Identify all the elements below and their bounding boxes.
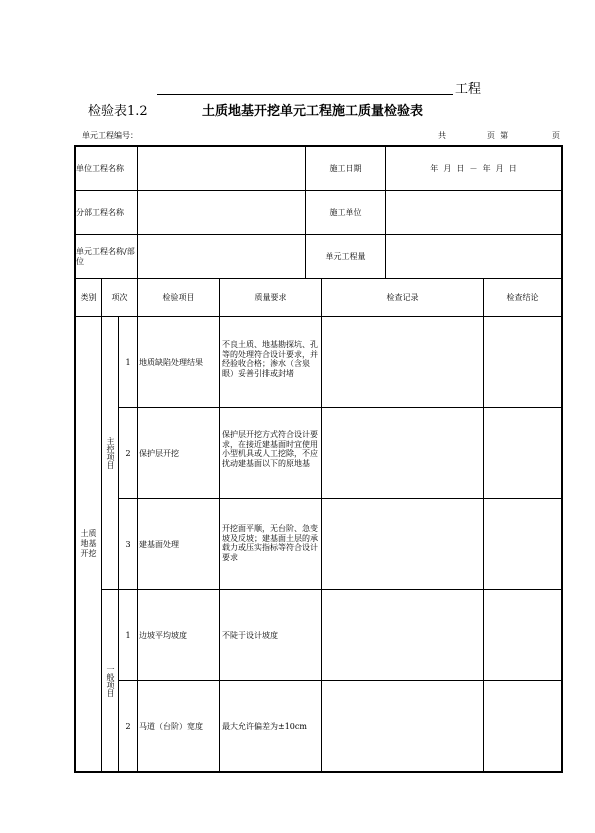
- group-main: [102, 317, 118, 589]
- row-record-field[interactable]: [322, 681, 483, 771]
- row-item: 地质缺陷处理结果: [139, 357, 203, 367]
- construction-date-label: 施工日期: [329, 163, 362, 173]
- divider: [137, 279, 138, 771]
- table-right-border: [561, 145, 563, 773]
- category-label: [76, 317, 101, 771]
- construction-unit-field[interactable]: [386, 191, 561, 234]
- page-total-label: 共: [438, 131, 446, 140]
- unit-project-name-field[interactable]: [138, 146, 305, 190]
- category-text: 土质地基开挖: [80, 529, 97, 558]
- element-project-name-label: 单元工程名称/部位: [76, 246, 135, 266]
- row-conclusion-field[interactable]: [484, 499, 561, 589]
- project-name-underline: [157, 94, 453, 95]
- construction-date-value[interactable]: 年 月 日 － 年 月 日: [430, 163, 517, 173]
- header-category: 类别: [80, 293, 97, 302]
- element-quantity-field[interactable]: [386, 235, 561, 278]
- unit-project-name-label: 单位工程名称: [76, 163, 124, 173]
- row-item: 边坡平均坡度: [139, 630, 187, 640]
- row-conclusion-field[interactable]: [484, 590, 561, 680]
- row-requirement: 不良土质、地基勘探坑、孔等的处理符合设计要求，并经验收合格；渗水（含泉眼）妥善引排或封堵: [222, 340, 318, 378]
- row-no: 2: [125, 448, 131, 458]
- header-inspection-item: 检验项目: [162, 293, 195, 302]
- form-title: 土质地基开挖单元工程施工质量检验表: [202, 104, 424, 119]
- page-label: 页 第: [487, 131, 509, 140]
- page-end-label: 页: [552, 131, 560, 140]
- row-no: 1: [125, 357, 131, 367]
- row-conclusion-field[interactable]: [484, 317, 561, 407]
- group-general: [102, 590, 118, 771]
- header-item-no: 项次: [111, 293, 128, 302]
- group-general-text: 一般项目: [106, 664, 115, 697]
- construction-unit-label: 施工单位: [329, 208, 362, 217]
- group-main-text: 主控项目: [106, 437, 115, 469]
- row-requirement: 开挖面平顺，无台阶、急变坡及反坡；建基面土层的承载力或压实指标等符合设计要求: [222, 524, 318, 562]
- sub-project-name-field[interactable]: [138, 191, 305, 234]
- row-item: 保护层开挖: [139, 448, 179, 458]
- divider: [219, 279, 220, 771]
- header-quality-requirement: 质量要求: [254, 293, 287, 302]
- row-no: 2: [125, 721, 131, 731]
- header-inspection-record: 检查记录: [386, 293, 419, 302]
- row-requirement: 最大允许偏差为±10cm: [222, 721, 307, 731]
- row-item: 马道（台阶）宽度: [139, 721, 203, 731]
- row-conclusion-field[interactable]: [484, 408, 561, 498]
- row-requirement: 保护层开挖方式符合设计要求，在接近建基面时宜使用小型机具或人工挖除，不应扰动建基面以下的原地基: [222, 430, 318, 468]
- row-record-field[interactable]: [322, 499, 483, 589]
- header-conclusion: 检查结论: [506, 293, 539, 302]
- form-number: 检验表1.2: [88, 104, 148, 119]
- element-quantity-label: 单元工程量: [325, 252, 366, 261]
- row-no: 1: [125, 630, 131, 640]
- row-no: 3: [125, 539, 131, 549]
- row-record-field[interactable]: [322, 408, 483, 498]
- table-bottom-border: [74, 771, 563, 773]
- element-project-name-field[interactable]: [138, 235, 305, 278]
- sub-project-name-label: 分部工程名称: [76, 208, 124, 217]
- row-conclusion-field[interactable]: [484, 681, 561, 771]
- row-item: 建基面处理: [139, 539, 179, 549]
- row-record-field[interactable]: [322, 590, 483, 680]
- row-record-field[interactable]: [322, 317, 483, 407]
- project-suffix: 工程: [455, 82, 482, 97]
- unit-code-label: 单元工程编号：: [82, 131, 138, 140]
- row-requirement: 不陡于设计坡度: [222, 630, 278, 640]
